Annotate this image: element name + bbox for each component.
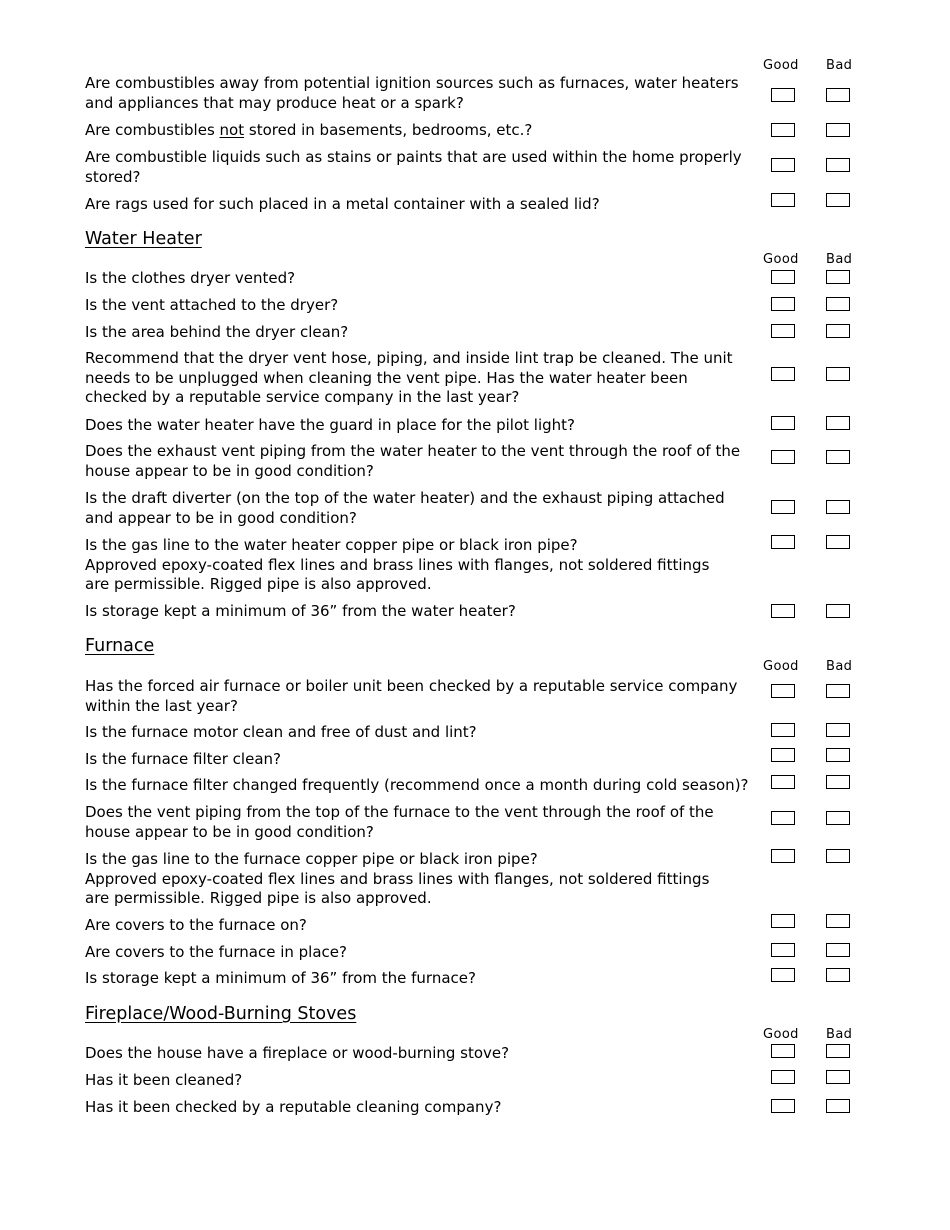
section-title: Furnace — [85, 636, 155, 656]
question-text — [85, 536, 950, 595]
question-text — [85, 723, 950, 743]
question-text — [85, 121, 950, 141]
good-checkbox[interactable] — [771, 684, 795, 698]
question-line: Is the draft diverter (on the top of the water heater) and the exhaust piping attached — [85, 489, 725, 507]
question-line: and appliances that may produce heat or a spark? — [85, 93, 464, 112]
question-line: Recommend that the dryer vent hose, piping, and inside lint trap be cleaned. The unit — [85, 349, 733, 367]
good-checkbox[interactable] — [771, 1099, 795, 1113]
question-line: checked by a reputable service company in the last year? — [85, 388, 520, 406]
good-checkbox[interactable] — [771, 193, 795, 207]
good-checkbox[interactable] — [771, 324, 795, 338]
bad-checkbox[interactable] — [826, 943, 850, 957]
question-text — [85, 850, 950, 909]
question-line: Are combustibles not stored in basements, bedrooms, etc.? — [85, 121, 533, 139]
bad-checkbox[interactable] — [826, 123, 850, 137]
question-text — [85, 602, 950, 622]
bad-checkbox[interactable] — [826, 535, 850, 549]
question-text — [85, 677, 950, 716]
question-line: Does the house have a fireplace or wood-burning stove? — [85, 1044, 510, 1062]
question-line: Has it been checked by a reputable cleaning company? — [85, 1098, 502, 1116]
bad-checkbox[interactable] — [826, 88, 850, 102]
question-text — [85, 416, 950, 436]
bad-checkbox[interactable] — [826, 270, 850, 284]
bad-checkbox[interactable] — [826, 297, 850, 311]
question-line: Does the exhaust vent piping from the water heater to the vent through the roof of the — [85, 442, 741, 460]
bad-checkbox[interactable] — [826, 604, 850, 618]
column-header-bad: Bad — [826, 1027, 853, 1042]
bad-checkbox[interactable] — [826, 367, 850, 381]
good-checkbox[interactable] — [771, 914, 795, 928]
column-header-good: Good — [763, 659, 799, 674]
bad-checkbox[interactable] — [826, 193, 850, 207]
good-checkbox[interactable] — [771, 535, 795, 549]
question-line: Is the clothes dryer vented? — [85, 269, 296, 287]
question-line: Are covers to the furnace in place? — [85, 943, 347, 961]
good-checkbox[interactable] — [771, 88, 795, 102]
question-line: within the last year? — [85, 696, 238, 715]
good-checkbox[interactable] — [771, 723, 795, 737]
question-line: house appear to be in good condition? — [85, 461, 374, 480]
column-header-good: Good — [763, 58, 799, 73]
question-line: Is the furnace filter changed frequently (recommend once a month during cold season)? — [85, 776, 749, 794]
bad-checkbox[interactable] — [826, 684, 850, 698]
good-checkbox[interactable] — [771, 1044, 795, 1058]
good-checkbox[interactable] — [771, 968, 795, 982]
question-line: Approved epoxy-coated flex lines and brass lines with flanges, not soldered fittings — [85, 555, 710, 574]
question-text — [85, 1098, 950, 1118]
good-checkbox[interactable] — [771, 158, 795, 172]
question-line: stored? — [85, 167, 141, 186]
good-checkbox[interactable] — [771, 849, 795, 863]
bad-checkbox[interactable] — [826, 775, 850, 789]
question-text — [85, 148, 950, 187]
good-checkbox[interactable] — [771, 604, 795, 618]
good-checkbox[interactable] — [771, 748, 795, 762]
good-checkbox[interactable] — [771, 416, 795, 430]
question-text — [85, 1044, 950, 1064]
question-text — [85, 943, 950, 963]
good-checkbox[interactable] — [771, 943, 795, 957]
question-text — [85, 296, 950, 316]
question-line: Is the gas line to the furnace copper pipe or black iron pipe? — [85, 850, 538, 868]
question-line: Approved epoxy-coated flex lines and brass lines with flanges, not soldered fittings — [85, 869, 710, 888]
good-checkbox[interactable] — [771, 297, 795, 311]
question-text — [85, 916, 950, 936]
question-text — [85, 269, 950, 289]
bad-checkbox[interactable] — [826, 450, 850, 464]
question-line: Has it been cleaned? — [85, 1071, 243, 1089]
question-text — [85, 349, 950, 408]
good-checkbox[interactable] — [771, 123, 795, 137]
good-checkbox[interactable] — [771, 450, 795, 464]
bad-checkbox[interactable] — [826, 324, 850, 338]
question-line: Is storage kept a minimum of 36” from the furnace? — [85, 969, 476, 987]
question-text — [85, 489, 950, 528]
question-line: Is the furnace motor clean and free of dust and lint? — [85, 723, 477, 741]
column-header-bad: Bad — [826, 252, 853, 267]
column-header-good: Good — [763, 1027, 799, 1042]
column-header-good: Good — [763, 252, 799, 267]
question-line: Is the furnace filter clean? — [85, 750, 281, 768]
bad-checkbox[interactable] — [826, 723, 850, 737]
question-line: Is the vent attached to the dryer? — [85, 296, 339, 314]
bad-checkbox[interactable] — [826, 158, 850, 172]
question-text — [85, 969, 950, 989]
question-line: Is the gas line to the water heater copper pipe or black iron pipe? — [85, 536, 578, 554]
question-text — [85, 1071, 950, 1091]
section-title: Fireplace/Wood-Burning Stoves — [85, 1004, 357, 1024]
section-title: Water Heater — [85, 229, 202, 249]
bad-checkbox[interactable] — [826, 416, 850, 430]
bad-checkbox[interactable] — [826, 1099, 850, 1113]
good-checkbox[interactable] — [771, 500, 795, 514]
question-line: house appear to be in good condition? — [85, 822, 374, 841]
good-checkbox[interactable] — [771, 270, 795, 284]
good-checkbox[interactable] — [771, 367, 795, 381]
question-line: are permissible. Rigged pipe is also approved. — [85, 889, 432, 907]
bad-checkbox[interactable] — [826, 914, 850, 928]
question-text — [85, 750, 950, 770]
question-text — [85, 776, 950, 796]
question-text — [85, 323, 950, 343]
bad-checkbox[interactable] — [826, 748, 850, 762]
question-line: Does the water heater have the guard in place for the pilot light? — [85, 416, 576, 434]
question-text — [85, 195, 950, 215]
good-checkbox[interactable] — [771, 775, 795, 789]
question-line: Does the vent piping from the top of the furnace to the vent through the roof of the — [85, 803, 714, 821]
good-checkbox[interactable] — [771, 811, 795, 825]
bad-checkbox[interactable] — [826, 968, 850, 982]
question-line: Has the forced air furnace or boiler unit been checked by a reputable service company — [85, 677, 738, 695]
bad-checkbox[interactable] — [826, 849, 850, 863]
question-line: Are covers to the furnace on? — [85, 916, 307, 934]
question-line: needs to be unplugged when cleaning the vent pipe. Has the water heater been — [85, 368, 688, 387]
question-line: Are combustibles away from potential ignition sources such as furnaces, water heaters — [85, 74, 739, 92]
bad-checkbox[interactable] — [826, 1070, 850, 1084]
bad-checkbox[interactable] — [826, 500, 850, 514]
bad-checkbox[interactable] — [826, 811, 850, 825]
column-header-bad: Bad — [826, 58, 853, 73]
question-line: and appear to be in good condition? — [85, 508, 357, 527]
question-line: Is storage kept a minimum of 36” from the water heater? — [85, 602, 516, 620]
emphasis-word: not — [219, 121, 245, 139]
good-checkbox[interactable] — [771, 1070, 795, 1084]
column-header-bad: Bad — [826, 659, 853, 674]
question-text — [85, 74, 950, 113]
question-text — [85, 442, 950, 481]
question-line: Are rags used for such placed in a metal container with a sealed lid? — [85, 195, 600, 213]
bad-checkbox[interactable] — [826, 1044, 850, 1058]
question-line: Is the area behind the dryer clean? — [85, 323, 349, 341]
question-text — [85, 803, 950, 842]
question-line: are permissible. Rigged pipe is also approved. — [85, 575, 432, 593]
question-line: Are combustible liquids such as stains or paints that are used within the home properly — [85, 148, 742, 166]
